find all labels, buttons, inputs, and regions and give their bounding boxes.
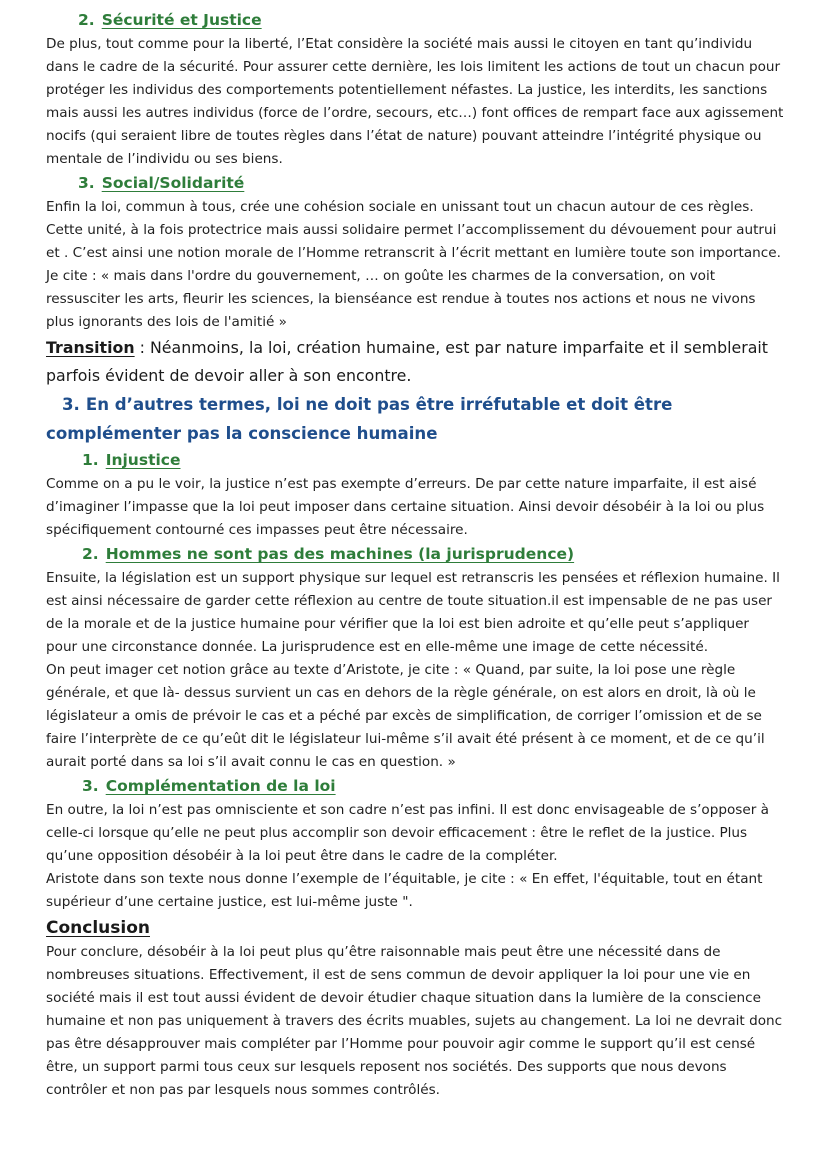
- paragraph-jurisprudence: Ensuite, la législation est un support physique sur lequel est retranscris les pensées et réflexion humaine. Il est ainsi nécessaire de garder cette réflexion au centre de toute situation.il est impensable de ne pas user de la morale et de la justice humaine pour vérifier que la loi est bien adroite et qu’elle peut s’appliquer pour une circonstance donnée. La jurisprudence est en elle-même une image de cette nécessité.: [46, 570, 780, 655]
- paragraph-complementation: En outre, la loi n’est pas omnisciente et son cadre n’est pas infini. Il est donc envisageable de s’opposer à celle-ci lorsque qu’elle ne peut plus accomplir son devoir efficacement : être le reflet de la justice. Plus qu’une opposition désobéir à la loi peut être dans le cadre de la compléter.: [46, 802, 769, 864]
- transition-text: : Néanmoins, la loi, création humaine, est par nature imparfaite et il semblerait parfois évident de devoir aller à son encontre.: [46, 338, 768, 385]
- paragraph-citation-amitie: Je cite : « mais dans l'ordre du gouvernement, … on goûte les charmes de la conversation, on voit ressusciter les arts, fleurir les sciences, la bienséance est rendue à toutes nos actions et nous ne vivons plus ignorants des lois de l'amitié »: [46, 268, 756, 330]
- paragraph-citation-aristote: On peut imager cet notion grâce au texte d’Aristote, je cite : « Quand, par suite, la loi pose une règle générale, et que là- dessus survient un cas en dehors de la règle générale, on est alors en droit, là où le législateur a omis de prévoir le cas et a péché par excès de simplification, de corriger l’omission et de se faire l’interprète de ce qu’eût dit le législateur lui-même s’il avait été présent à ce moment, et de ce qu’il aurait porté dans sa loi s’il avait connu le cas en question. »: [46, 662, 765, 770]
- subheading-complementation: [46, 774, 784, 799]
- paragraph-social: Enfin la loi, commun à tous, crée une cohésion sociale en unissant tout un chacun autour de ces règles. Cette unité, à la fois protectrice mais aussi solidaire permet l’accomplissement du dévouement pour autrui et . C’est ainsi une notion morale de l’Homme retranscrit à l’écrit mettant en lumière toute son importance.: [46, 199, 781, 261]
- subheading-number: 3.: [78, 174, 95, 192]
- subheading-securite-justice: [46, 8, 784, 33]
- paragraph-conclusion: Pour conclure, désobéir à la loi peut plus qu’être raisonnable mais peut être une nécessité dans de nombreuses situations. Effectivement, il est de sens commun de devoir appliquer la loi pour une vie en société mais il est tout aussi évident de devoir étudier chaque situation dans la lumière de la conscience humaine et non pas uniquement à travers des écrits muables, sujets au changement. La loi ne devrait donc pas être désapprouver mais compléter par l’Homme pour pouvoir agir comme le support qu’il est censé être, un support parmi tous ceux sur lesquels reposent nos sociétés. Des supports que nous devons contrôler et non pas par lesquels nous sommes contrôlés.: [46, 944, 783, 1098]
- section-title: En d’autres termes, loi ne doit pas être irréfutable et doit être complémenter pas la conscience humaine: [46, 395, 673, 443]
- paragraph-securite: De plus, tout comme pour la liberté, l’Etat considère la société mais aussi le citoyen en tant qu’individu dans le cadre de la sécurité. Pour assurer cette dernière, les lois limitent les actions de tout un chacun pour protéger les individus des comportements potentiellement néfastes. La justice, les interdits, les sanctions mais aussi les autres individus (force de l’ordre, secours, etc…) font offices de rempart face aux agissement nocifs (qui seraient libre de toutes règles dans l’état de nature) pouvant atteindre l’intégrité physique ou mentale de l’individu ou ses biens.: [46, 36, 784, 167]
- section-number: 3.: [62, 395, 80, 414]
- subheading-social-solidarite: [46, 171, 784, 196]
- subheading-number: 2.: [82, 545, 99, 563]
- subheading-number: 2.: [78, 11, 95, 29]
- subheading-title: Social/Solidarité: [101, 174, 245, 192]
- subheading-number: 3.: [82, 777, 99, 795]
- subheading-number: 1.: [82, 451, 99, 469]
- subheading-title: Sécurité et Justice: [101, 11, 262, 29]
- section-heading-3: [46, 390, 784, 448]
- subheading-title: Hommes ne sont pas des machines (la jurisprudence): [105, 545, 575, 563]
- paragraph-injustice: Comme on a pu le voir, la justice n’est pas exempte d’erreurs. De par cette nature imparfaite, il est aisé d’imaginer l’impasse que la loi peut imposer dans certaine situation. Ainsi devoir désobéir à la loi ou plus spécifiquement contourné ces impasses peut être nécessaire.: [46, 476, 765, 538]
- subheading-title: Injustice: [105, 451, 181, 469]
- transition-label: Transition: [46, 338, 135, 357]
- transition-paragraph: [46, 334, 784, 390]
- subheading-injustice: [46, 448, 784, 473]
- paragraph-citation-equitable: Aristote dans son texte nous donne l’exemple de l’équitable, je cite : « En effet, l'équitable, tout en étant supérieur d’une certaine justice, est lui-même juste ".: [46, 871, 763, 910]
- subheading-title: Complémentation de la loi: [105, 777, 336, 795]
- subheading-jurisprudence: [46, 542, 784, 567]
- conclusion-heading: Conclusion: [46, 918, 150, 938]
